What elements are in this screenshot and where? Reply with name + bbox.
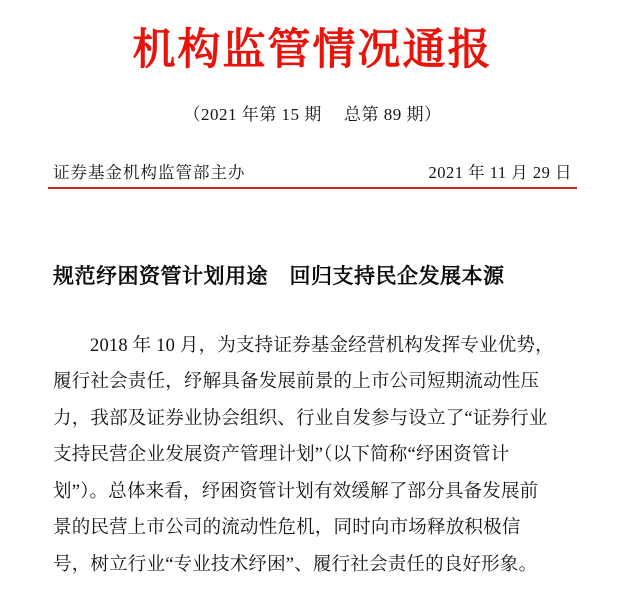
issue-number-line: （2021 年第 15 期 总第 89 期） [183,105,442,125]
body-line: 2018 年 10 月，为支持证券基金经营机构发挥专业优势， [90,335,554,356]
body-line: 划”）。总体来看，纾困资管计划有效缓解了部分具备发展前 [53,481,539,502]
issuer-label: 证券基金机构监管部主办 [53,163,246,183]
masthead [0,0,625,189]
article-heading: 规范纾困资管计划用途 回归支持民企发展本源 [53,264,505,289]
body-line: 力，我部及证券业协会组织、行业自发参与设立了“证券行业 [53,408,548,429]
issue-date-label: 2021 年 11 月 29 日 [428,163,572,183]
article [53,189,572,583]
body-line: 支持民营企业发展资产管理计划”（以下简称“纾困资管计 [53,445,510,466]
body-line: 号，树立行业“专业技术纾困”、履行社会责任的良好形象。 [53,554,538,575]
body-line: 景的民营上市公司的流动性危机，同时向市场释放积极信 [53,518,521,539]
masthead-meta-row [48,159,577,187]
page-title: 机构监管情况通报 [132,25,493,75]
body-line: 履行社会责任，纾解具备发展前景的上市公司短期流动性压 [53,372,540,393]
article-body [53,328,572,584]
